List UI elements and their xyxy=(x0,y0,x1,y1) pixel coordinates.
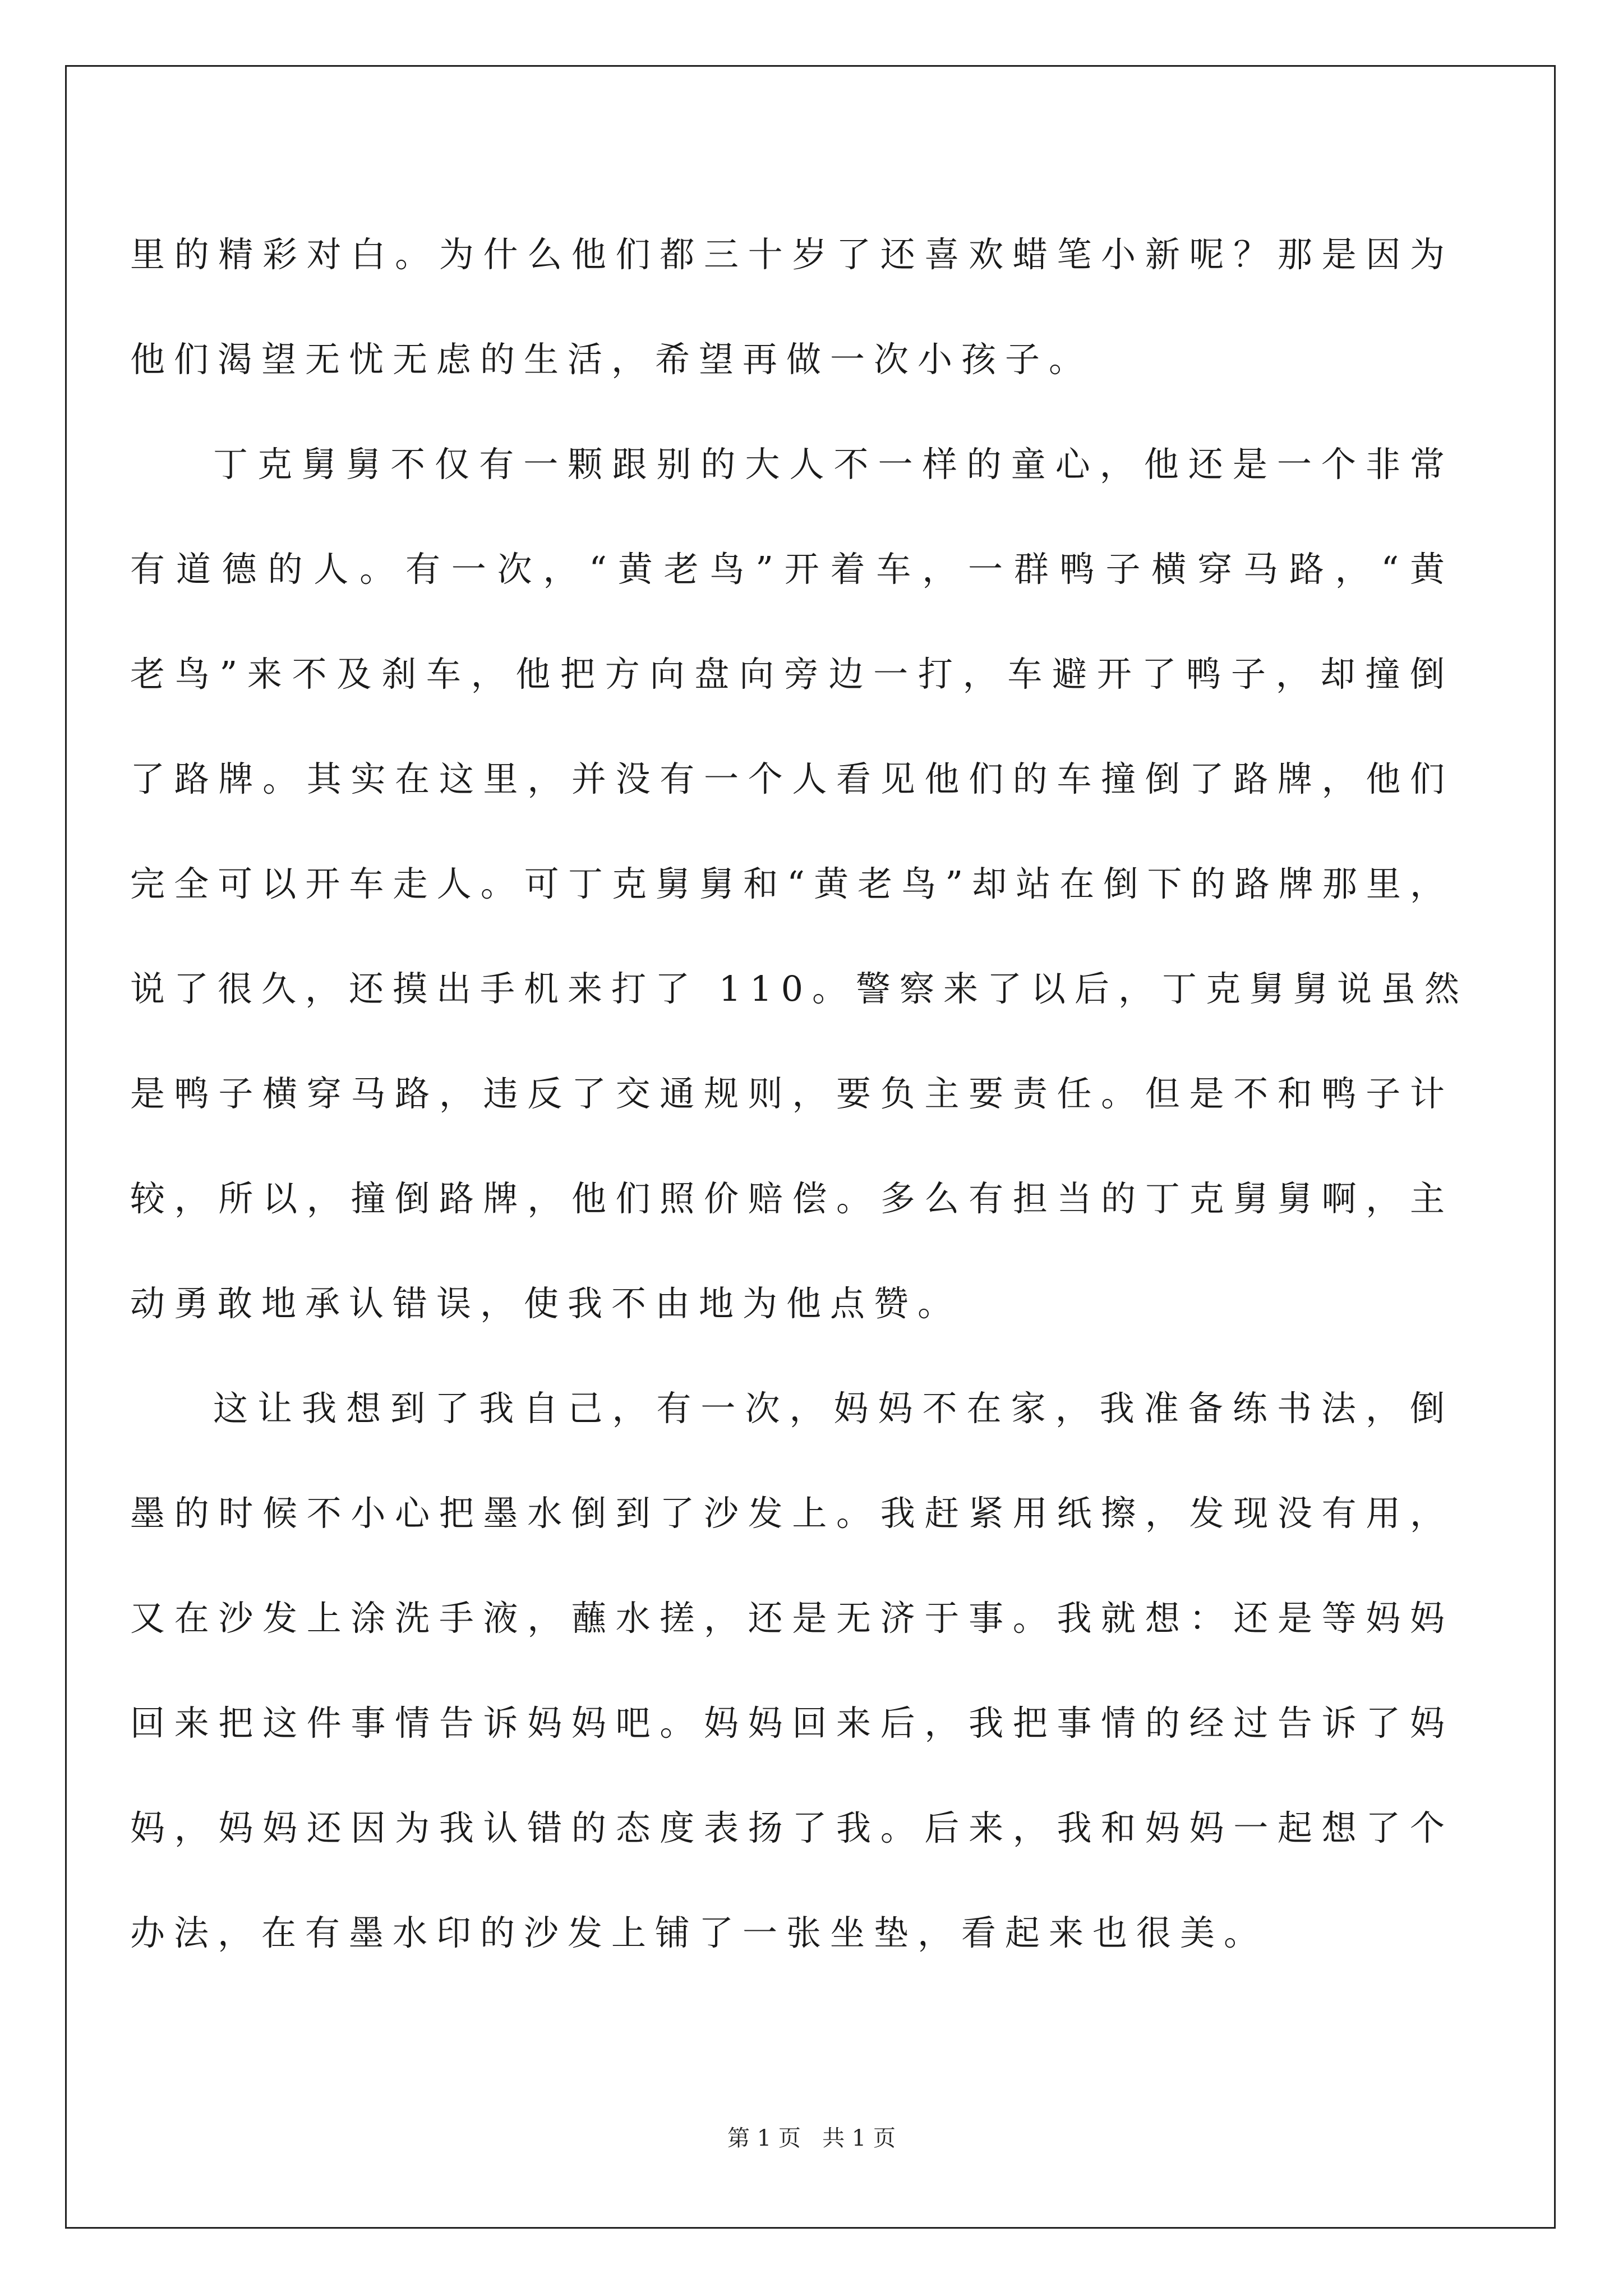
document-body xyxy=(130,202,1469,1985)
text-line: 他们渴望无忧无虑的生活，希望再做一次小孩子。 xyxy=(130,339,1093,380)
text-line: 说了很久，还摸出手机来打了 110。警察来了以后，丁克舅舅说虽然 xyxy=(130,968,1469,1009)
text-line: 有道德的人。有一次，“黄老鸟”开着车，一群鸭子横穿马路，“黄 xyxy=(130,549,1454,590)
text-line: 墨的时候不小心把墨水倒到了沙发上。我赶紧用纸擦，发现没有用， xyxy=(130,1493,1454,1534)
text-line: 里的精彩对白。为什么他们都三十岁了还喜欢蜡笔小新呢？那是因为 xyxy=(130,234,1454,275)
text-line: 妈，妈妈还因为我认错的态度表扬了我。后来，我和妈妈一起想了个 xyxy=(130,1807,1454,1848)
page-number: 第 1 页 xyxy=(727,2125,801,2151)
text-line: 又在沙发上涂洗手液，蘸水搓，还是无济于事。我就想：还是等妈妈 xyxy=(130,1598,1454,1639)
text-line: 是鸭子横穿马路，违反了交通规则，要负主要责任。但是不和鸭子计 xyxy=(130,1073,1454,1114)
page-total: 共 1 页 xyxy=(822,2125,896,2151)
paragraph-start-line: 丁克舅舅不仅有一颗跟别的大人不一样的童心，他还是一个非常 xyxy=(213,444,1454,485)
text-line: 动勇敢地承认错误，使我不由地为他点赞。 xyxy=(130,1283,962,1324)
page-footer xyxy=(0,2120,1623,2152)
text-line: 办法，在有墨水印的沙发上铺了一张坐垫，看起来也很美。 xyxy=(130,1912,1268,1953)
text-line: 回来把这件事情告诉妈妈吧。妈妈回来后，我把事情的经过告诉了妈 xyxy=(130,1703,1454,1743)
text-line: 完全可以开车走人。可丁克舅舅和“黄老鸟”却站在倒下的路牌那里， xyxy=(130,863,1454,904)
text-line: 了路牌。其实在这里，并没有一个人看见他们的车撞倒了路牌，他们 xyxy=(130,758,1454,799)
text-line: 较，所以，撞倒路牌，他们照价赔偿。多么有担当的丁克舅舅啊，主 xyxy=(130,1178,1454,1219)
text-line: 老鸟”来不及刹车，他把方向盘向旁边一打，车避开了鸭子，却撞倒 xyxy=(130,654,1454,694)
paragraph-start-line: 这让我想到了我自己，有一次，妈妈不在家，我准备练书法，倒 xyxy=(213,1388,1454,1429)
